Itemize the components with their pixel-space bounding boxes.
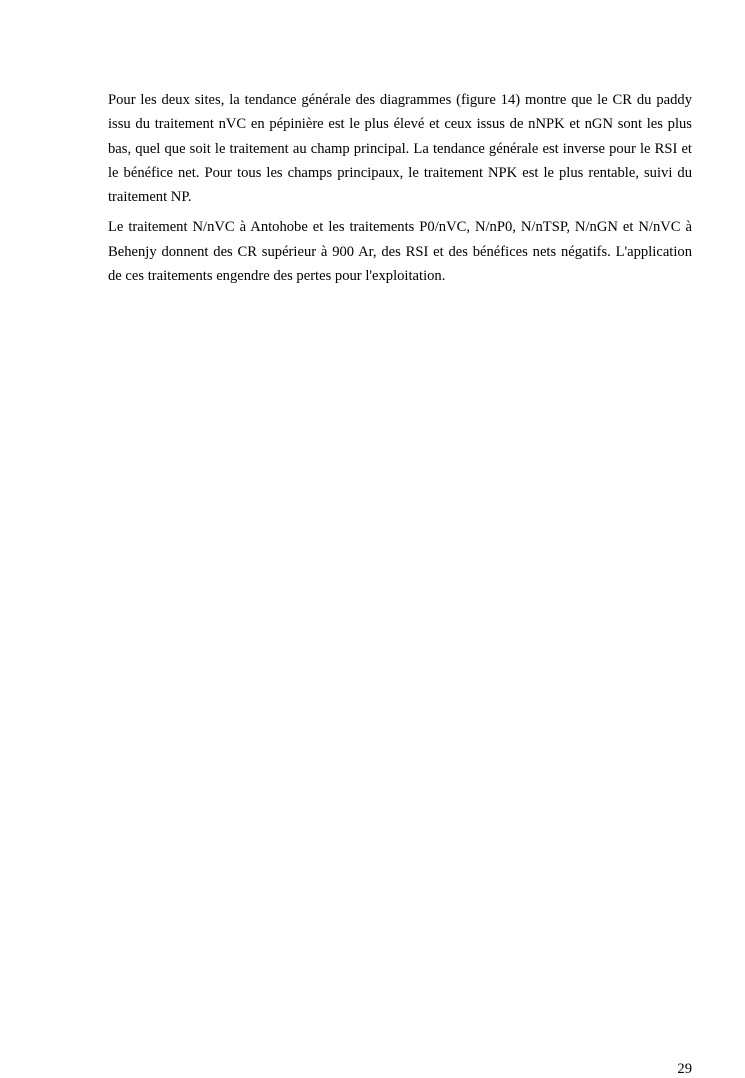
body-paragraph-1: Pour les deux sites, la tendance générale des diagrammes (figure 14) montre que le CR du paddy issu du traitement nVC en pépinière est le plus élevé et ceux issus de nNPK et nGN sont les plus bas, quel que soit le traitement au champ principal. La tendance générale est inverse pour le RSI et le bénéfice net. Pour tous les champs principaux, le traitement NPK est le plus rentable, suivi du traitement NP. <box>108 92 692 206</box>
page-body <box>108 88 692 1077</box>
page-number: 29 <box>677 1061 692 1077</box>
body-paragraph-2: Le traitement N/nVC à Antohobe et les traitements P0/nVC, N/nP0, N/nTSP, N/nGN et N/nVC à Behenjy donnent des CR supérieur à 900 Ar, des RSI et des bénéfices nets négatifs. L'application de ces traitements engendre des pertes pour l'exploitation. <box>108 219 692 285</box>
